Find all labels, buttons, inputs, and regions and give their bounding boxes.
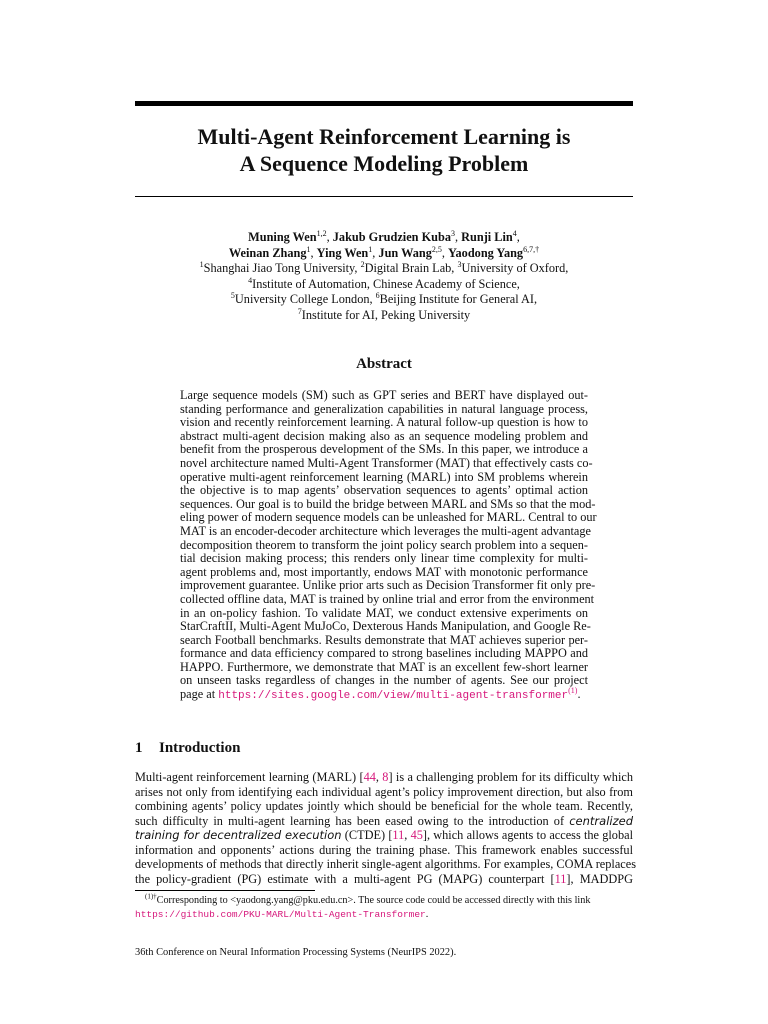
abstract-line: sequences. Our goal is to build the bridge between MARL and SMs so that the mod-: [180, 496, 596, 511]
abstract-last-line: [180, 685, 588, 704]
title-bottom-rule: [135, 196, 633, 197]
intro-text: ,: [404, 828, 411, 842]
affiliation-sup: 6: [375, 291, 380, 301]
citation-link[interactable]: 45: [410, 828, 423, 842]
title-line-1: Multi-Agent Reinforcement Learning is: [197, 124, 571, 149]
intro-line: [135, 828, 633, 843]
affiliation-line-3: [135, 292, 633, 308]
affiliation-sup: 4: [248, 275, 253, 285]
author-sup: 3: [451, 228, 455, 238]
project-page-link[interactable]: https://sites.google.com/view/multi-agent-transformer: [218, 690, 569, 703]
citation-link[interactable]: 11: [392, 828, 405, 842]
intro-line: arises not only from identifying each individual agent’s policy improvement direction, but also from: [135, 784, 633, 799]
abstract-line: collected offline data, MAT is trained by online trial and error from the environment: [180, 591, 595, 606]
author-name: Jun Wang: [378, 245, 432, 260]
intro-text: (CTDE) [: [341, 828, 393, 842]
abstract-line: benefit from the prosperous development of the SMs. In this paper, we introduce a: [180, 442, 588, 457]
abstract-line: agent problems and, most importantly, endows MAT with monotonic performance: [180, 564, 588, 579]
affiliation-text: Institute for AI, Peking University: [301, 307, 471, 322]
affiliation-text: Institute of Automation, Chinese Academy of Science,: [252, 276, 520, 291]
affiliation-text: Digital Brain Lab,: [364, 261, 458, 276]
affiliation-text: Shanghai Jiao Tong University,: [203, 261, 361, 276]
author-name: Muning Wen: [248, 230, 317, 244]
intro-line: developments of methods that directly inherit single-agent algorithms. For examples, COMA replaces: [135, 857, 636, 871]
intro-text: ], MADDPG: [566, 871, 633, 886]
affiliation-sup: 1: [199, 260, 204, 270]
author-name: Jakub Grudzien Kuba: [332, 230, 451, 244]
affiliation-sup: 7: [297, 306, 302, 316]
citation-link[interactable]: 11: [554, 871, 567, 886]
abstract-line: search Football benchmarks. Results demonstrate that MAT achieves superior per-: [180, 632, 588, 647]
intro-emphasis: training for decentralized execution: [135, 828, 342, 842]
abstract-line: abstract multi-agent decision making also as an sequence modeling problem and: [180, 428, 588, 443]
footnote-rule: [135, 890, 315, 891]
intro-text: Multi-agent reinforcement learning (MARL) [: [135, 770, 364, 784]
author-sup: 2,5: [431, 244, 442, 254]
footnote-end: .: [425, 909, 429, 920]
author-sup: 6,7,†: [523, 244, 540, 254]
intro-text: such difficulty in multi-agent learning has been eased owing to the introduction of: [135, 813, 570, 828]
author-sup: 1: [368, 244, 373, 254]
abstract-line: decomposition theorem to transform the joint policy search problem into a sequen-: [180, 537, 588, 552]
abstract-line: the objective is to map agents’ observation sequences to agents’ optimal action: [180, 483, 588, 498]
title-top-rule: [135, 101, 633, 106]
introduction-body: [135, 770, 636, 886]
intro-emphasis: centralized: [569, 813, 633, 828]
footnote-ref[interactable]: (1): [568, 685, 578, 695]
footnote-line-2: [135, 908, 633, 922]
intro-text: the policy-gradient (PG) estimate with a multi-agent PG (MAPG) counterpart [: [135, 871, 555, 886]
abstract-line: HAPPO. Furthermore, we demonstrate that MAT is an excellent few-short learner: [180, 659, 588, 674]
paper-title: [135, 123, 633, 177]
author-name: Yaodong Yang: [448, 245, 524, 260]
affiliation-text: University of Oxford,: [461, 261, 569, 276]
intro-line: [135, 770, 633, 785]
author-line-1: Muning Wen$^{1,2}$, Jakub Grudzien Kuba$^3$, Runji Lin$^4$,: [248, 228, 520, 244]
author-block: [135, 230, 633, 324]
footnote-line-1: [135, 894, 633, 908]
title-line-2: A Sequence Modeling Problem: [239, 151, 529, 176]
author-name: Weinan Zhang: [228, 245, 307, 260]
footnote-mark: (1)†: [145, 892, 157, 901]
author-sup: 1: [306, 244, 311, 254]
author-sup: 4: [512, 228, 517, 238]
intro-line: [135, 814, 633, 829]
abstract-last-prefix: page at: [180, 687, 219, 702]
footnote-text: Corresponding to <yaodong.yang@pku.edu.cn>. The source code could be accessed directly with this link: [156, 895, 591, 906]
abstract-line: formance and data efficiency compared to strong baselines including MAPPO and: [180, 646, 588, 661]
intro-line: [135, 872, 633, 887]
affiliation-sup: 5: [230, 291, 235, 301]
section-title: Introduction: [159, 740, 241, 756]
affiliation-line-1: [135, 261, 633, 277]
abstract-line: StarCraftII, Multi-Agent MuJoCo, Dexterous Hands Manipulation, and Google Re-: [180, 619, 591, 634]
abstract-last-suffix: .: [577, 687, 581, 702]
citation-link[interactable]: 44: [363, 770, 376, 784]
abstract-line: vision and recently reinforcement learning. A natural follow-up question is how to: [180, 415, 588, 430]
abstract-body: [180, 388, 597, 704]
abstract-line: MAT is an encoder-decoder architecture which leverages the multi-agent advantage: [180, 523, 591, 538]
affiliation-sup: 2: [360, 260, 365, 270]
abstract-line: on unseen tasks regardless of changes in the number of agents. See our project: [180, 673, 588, 688]
section-number: 1: [135, 740, 143, 756]
abstract-line: operative multi-agent reinforcement learning (MARL) into SM problems wherein: [180, 469, 588, 484]
section-heading-introduction: [135, 740, 240, 757]
author-sup: 1,2: [316, 228, 327, 238]
affiliation-line-4: [135, 308, 633, 324]
conference-note: 36th Conference on Neural Information Processing Systems (NeurIPS 2022).: [135, 947, 457, 958]
affiliation-text: Beijing Institute for General AI,: [379, 292, 538, 307]
intro-line: information and opponents’ actions during the training phase. This framework enables successful: [135, 842, 633, 857]
author-name: Runji Lin: [461, 230, 513, 244]
intro-line: combining agents’ policy updates jointly which should be beneficial for the whole team. Recently,: [135, 799, 633, 813]
affiliation-sup: 3: [457, 260, 462, 270]
abstract-line: eling power of modern sequence models can be unleashed for MARL. Central to our: [180, 510, 597, 525]
affiliation-text: University College London,: [234, 292, 376, 307]
citation-link[interactable]: 8: [382, 770, 389, 784]
github-link[interactable]: https://github.com/PKU-MARL/Multi-Agent-Transformer: [135, 909, 426, 920]
abstract-line: standing performance and generalization capabilities in natural language process,: [180, 401, 588, 416]
intro-text: ] is a challenging problem for its difficulty which: [388, 770, 633, 784]
abstract-line: novel architecture named Multi-Agent Transformer (MAT) that effectively casts co-: [180, 455, 593, 470]
intro-text: ], which allows agents to access the global: [422, 828, 633, 842]
footnote: [135, 894, 633, 922]
affiliation-line-2: [135, 277, 633, 293]
abstract-line: tial decision making process; this renders only linear time complexity for multi-: [180, 551, 588, 566]
abstract-line: in an on-policy fashion. To validate MAT, we conduct extensive experiments on: [180, 605, 588, 620]
author-name: Ying Wen: [316, 245, 369, 260]
abstract-line: improvement guarantee. Unlike prior arts such as Decision Transformer fit only pre-: [180, 578, 596, 593]
abstract-line: Large sequence models (SM) such as GPT series and BERT have displayed out-: [180, 388, 588, 402]
abstract-heading: Abstract: [356, 356, 412, 372]
intro-text: ,: [375, 770, 383, 784]
author-line-2: Weinan Zhang$^1$, Ying Wen$^1$, Jun Wang$^{2,5}$, Yaodong Yang$^{6,7,\dagger}$: [228, 244, 540, 260]
